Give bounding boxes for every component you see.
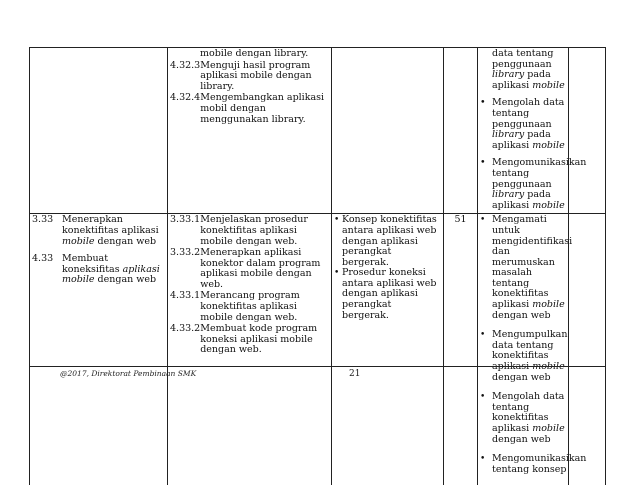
kd-text: Merancang program konektifitas aplikasi mobile dengan web. [200,290,300,323]
activity-item [480,453,587,475]
kd-cell [168,48,332,214]
italic-term: mobile [532,199,565,211]
item-text [492,330,567,383]
kd-number: 3.33.2 [170,247,201,259]
text-segment: pada aplikasi [492,69,551,91]
activity-item [480,330,566,383]
competency-number: 3.33 [32,214,54,226]
kd-text: mobile dengan library. [200,48,309,59]
bullet-dot-icon: • [480,392,486,403]
item-text [492,158,586,211]
competency-text [62,254,165,286]
bullet-dot-icon: • [480,97,486,109]
item-text [492,454,586,475]
hours-value: 51 [454,214,467,226]
bullet-dot-icon: • [480,215,486,226]
bullet-dot-icon: • [480,157,486,169]
text-segment: Mengomunikasikan tentang konsep [492,453,587,475]
competency-list [32,215,165,286]
item-text [492,98,566,151]
text-segment: dengan web [492,371,551,383]
kd-number: 4.32.4 [170,92,201,104]
italic-term: mobile [62,235,95,247]
activity-item [480,157,587,211]
kd-list [170,215,329,356]
kd-number: 4.32.3 [170,59,201,71]
competency-text [62,215,165,247]
kd-text: Menjelaskan prosedur konektifitas aplikasi mobile dengan web. [200,214,308,247]
activity-item [480,214,573,321]
hours-cell [444,48,478,214]
text-segment: Mengamati untuk mengidentifikasi dan merumuskan masalah tentang konektifitas aplikasi [492,214,573,311]
kd-item [170,291,329,323]
activity-item [480,98,566,151]
competency-item [32,215,165,247]
footer-copyright: @2017, Direktorat Pembinaan SMK [60,369,197,378]
material-cell [332,48,444,214]
italic-term: library [492,129,525,141]
italic-term: mobile [532,79,565,91]
kd-item [170,215,329,247]
text-segment: Mengolah data tentang konektifitas aplikasi [492,391,565,434]
table-row [30,214,606,485]
bullet-dot-icon: • [334,268,340,279]
bullet-dot-icon: • [334,215,340,226]
text-segment: data tentang penggunaan [492,48,554,70]
text-segment: dengan web [492,309,551,321]
kd-item [170,49,329,60]
table-row [30,48,606,214]
italic-term: mobile [532,361,565,373]
item-text [492,49,566,91]
competency-item [32,254,165,286]
notes-cell [569,214,606,485]
hours-cell [444,214,478,485]
kd-number: 3.33.1 [170,214,201,226]
kd-item [170,248,329,290]
material-item [334,268,441,321]
bullet-dot-icon: • [480,330,486,341]
material-list [334,215,441,321]
page-number: 21 [349,369,361,379]
activity-list [480,214,587,475]
kd-text: Menerapkan aplikasi konektor dalam program aplikasi mobile dengan web. [200,247,321,290]
text-segment: Menerapkan konektifitas aplikasi [62,214,159,236]
text-segment: Membuat koneksifitas [62,253,123,275]
text-segment: pada aplikasi [492,129,551,151]
text-segment: Mengumpulkan data tentang konektifitas aplikasi [492,329,568,373]
material-text: Konsep konektifitas antara aplikasi web dengan aplikasi perangkat bergerak. [342,214,437,268]
competency-cell [30,214,168,485]
kd-number [170,49,200,60]
activity-item [480,49,566,91]
kd-text: Menguji hasil program aplikasi mobile dengan library. [200,59,312,92]
italic-term: library [492,69,525,81]
activity-list [480,48,587,211]
kd-item [170,61,329,93]
material-text: Prosedur koneksi antara aplikasi web dengan aplikasi perangkat bergerak. [342,267,437,321]
material-item [334,215,441,268]
kd-item [170,324,329,356]
activity-cell [478,214,587,485]
text-segment: dengan web [94,235,157,247]
kd-number: 4.33.2 [170,323,201,335]
text-segment: dengan web [492,433,551,445]
text-segment: dengan web [94,274,157,286]
text-segment: Mengolah data tentang penggunaan [492,97,565,130]
italic-term: mobile [532,423,565,434]
curriculum-table [29,47,606,485]
kd-cell [168,214,332,485]
competency-number: 4.33 [32,253,54,265]
italic-term: library [492,189,525,201]
italic-term: mobile [532,299,565,311]
item-text [492,392,566,445]
kd-text: Membuat kode program koneksi aplikasi mobile dengan web. [200,323,318,356]
item-text [492,215,572,321]
kd-list [170,49,329,125]
footer-divider [29,366,605,367]
kd-item [170,93,329,125]
italic-term: mobile [532,139,565,151]
activity-cell [478,48,587,214]
text-segment: pada aplikasi [492,189,551,211]
bullet-dot-icon: • [480,454,486,465]
kd-number: 4.33.1 [170,290,201,302]
activity-item [480,392,566,445]
italic-term: aplikasi mobile [62,263,160,286]
competency-cell [30,48,168,214]
kd-text: Mengembangkan aplikasi mobil dengan menggunakan library. [200,92,325,125]
text-segment: Mengomunikasikan tentang penggunaan [492,157,587,190]
material-cell [332,214,444,485]
